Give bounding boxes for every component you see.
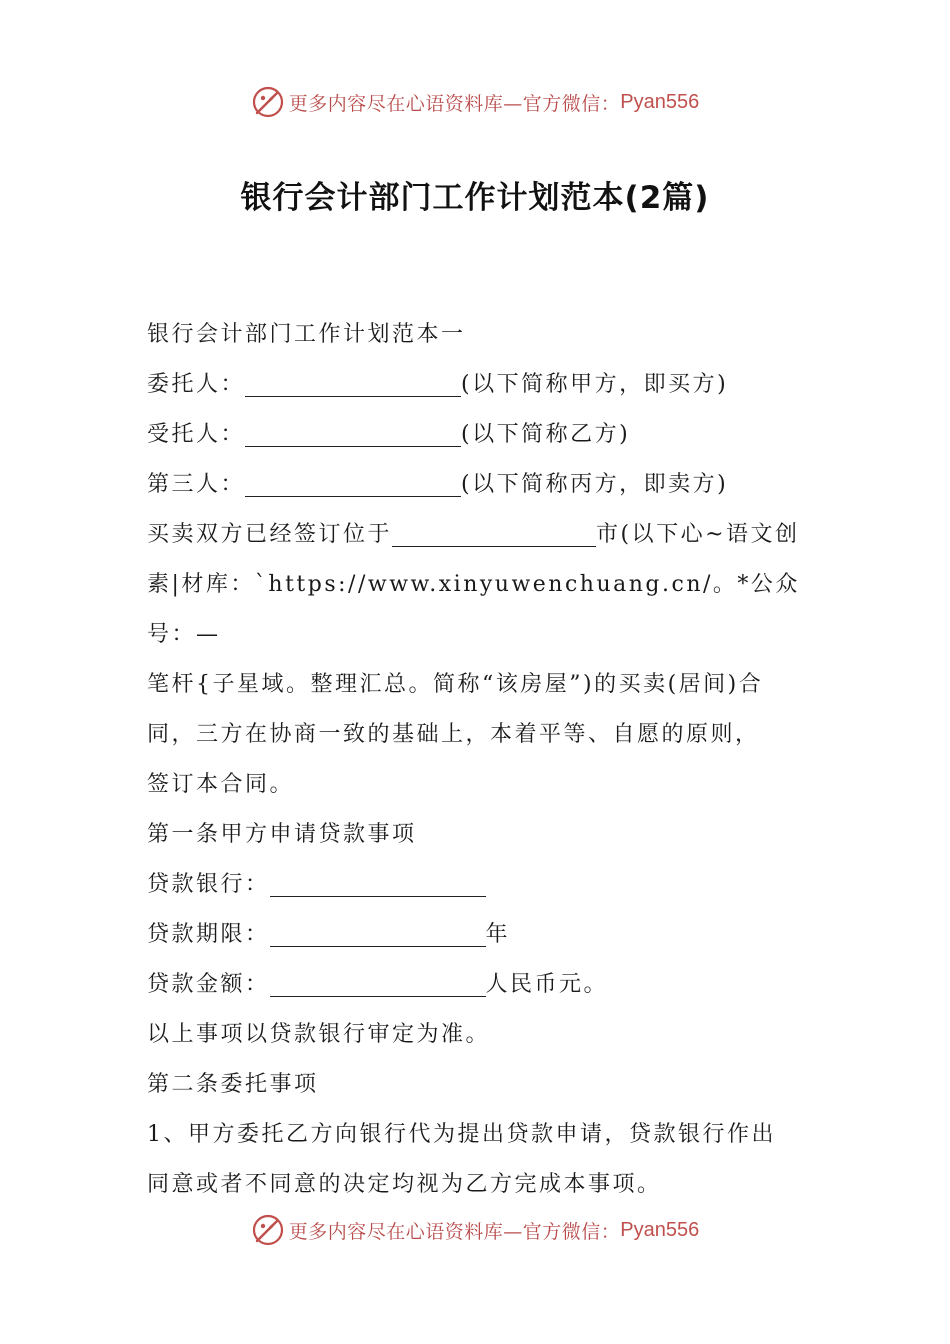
- blank-line: [245, 466, 461, 497]
- field-label: 委托人：: [147, 372, 246, 397]
- field-label: 贷款期限：: [147, 922, 270, 947]
- watermark-text: 更多内容尽在心语资料库—官方微信：: [288, 92, 621, 115]
- paragraph-line: 素|材库：`https://www.xinyuwenchuang.cn/。*公众号：—: [147, 572, 800, 647]
- field-label: 贷款金额：: [147, 972, 270, 997]
- article-heading: 第一条甲方申请贷款事项: [147, 822, 417, 847]
- text-prefix: 买卖双方已经签订位于: [147, 522, 393, 547]
- field-suffix: (以下简称乙方): [461, 422, 631, 447]
- paragraph-line: 签订本合同。: [147, 772, 295, 797]
- blank-line: [245, 366, 461, 397]
- paragraph-line: 笔杆{子星域。整理汇总。简称“该房屋”)的买卖(居间)合: [147, 672, 764, 697]
- text-suffix: 市(以下心~语文创: [596, 522, 800, 547]
- header-watermark: [0, 82, 950, 122]
- footer-watermark: [0, 1210, 950, 1250]
- blank-line: [270, 966, 486, 997]
- document-title: 银行会计部门工作计划范本(2篇): [240, 180, 710, 216]
- field-suffix: 年: [485, 922, 511, 947]
- blank-line: [270, 916, 486, 947]
- document-body: [147, 310, 807, 1210]
- paragraph-line: 1、甲方委托乙方向银行代为提出贷款申请，贷款银行作出: [147, 1122, 776, 1147]
- blank-line: [245, 416, 461, 447]
- quill-logo-icon: [251, 1213, 285, 1247]
- paragraph-line: 以上事项以贷款银行审定为准。: [147, 1022, 491, 1047]
- section-heading: 银行会计部门工作计划范本一: [147, 322, 466, 347]
- field-label: 第三人：: [147, 472, 246, 497]
- paragraph-loan-amount: [147, 960, 807, 1010]
- paragraph-agent: [147, 410, 807, 460]
- blank-line: [392, 516, 596, 547]
- article-heading: 第二条委托事项: [147, 1072, 319, 1097]
- paragraph-third-party: [147, 460, 807, 510]
- field-suffix: (以下简称丙方，即卖方): [461, 472, 729, 497]
- paragraph-line: 同，三方在协商一致的基础上，本着平等、自愿的原则，: [147, 722, 760, 747]
- field-suffix: (以下简称甲方，即买方): [461, 372, 729, 397]
- paragraph-loan-term: [147, 910, 807, 960]
- field-label: 贷款银行：: [147, 872, 270, 897]
- watermark-wechat-id: Pyan556: [620, 90, 700, 113]
- field-suffix: 人民币元。: [485, 972, 609, 997]
- paragraph-principal: [147, 360, 807, 410]
- field-label: 受托人：: [147, 422, 246, 447]
- paragraph-line: [147, 510, 807, 560]
- quill-logo-icon: [251, 85, 285, 119]
- blank-line: [270, 866, 486, 897]
- paragraph-loan-bank: [147, 860, 807, 910]
- watermark-wechat-id: Pyan556: [620, 1218, 700, 1241]
- paragraph-line: 同意或者不同意的决定均视为乙方完成本事项。: [147, 1172, 662, 1197]
- watermark-text: 更多内容尽在心语资料库—官方微信：: [288, 1220, 621, 1243]
